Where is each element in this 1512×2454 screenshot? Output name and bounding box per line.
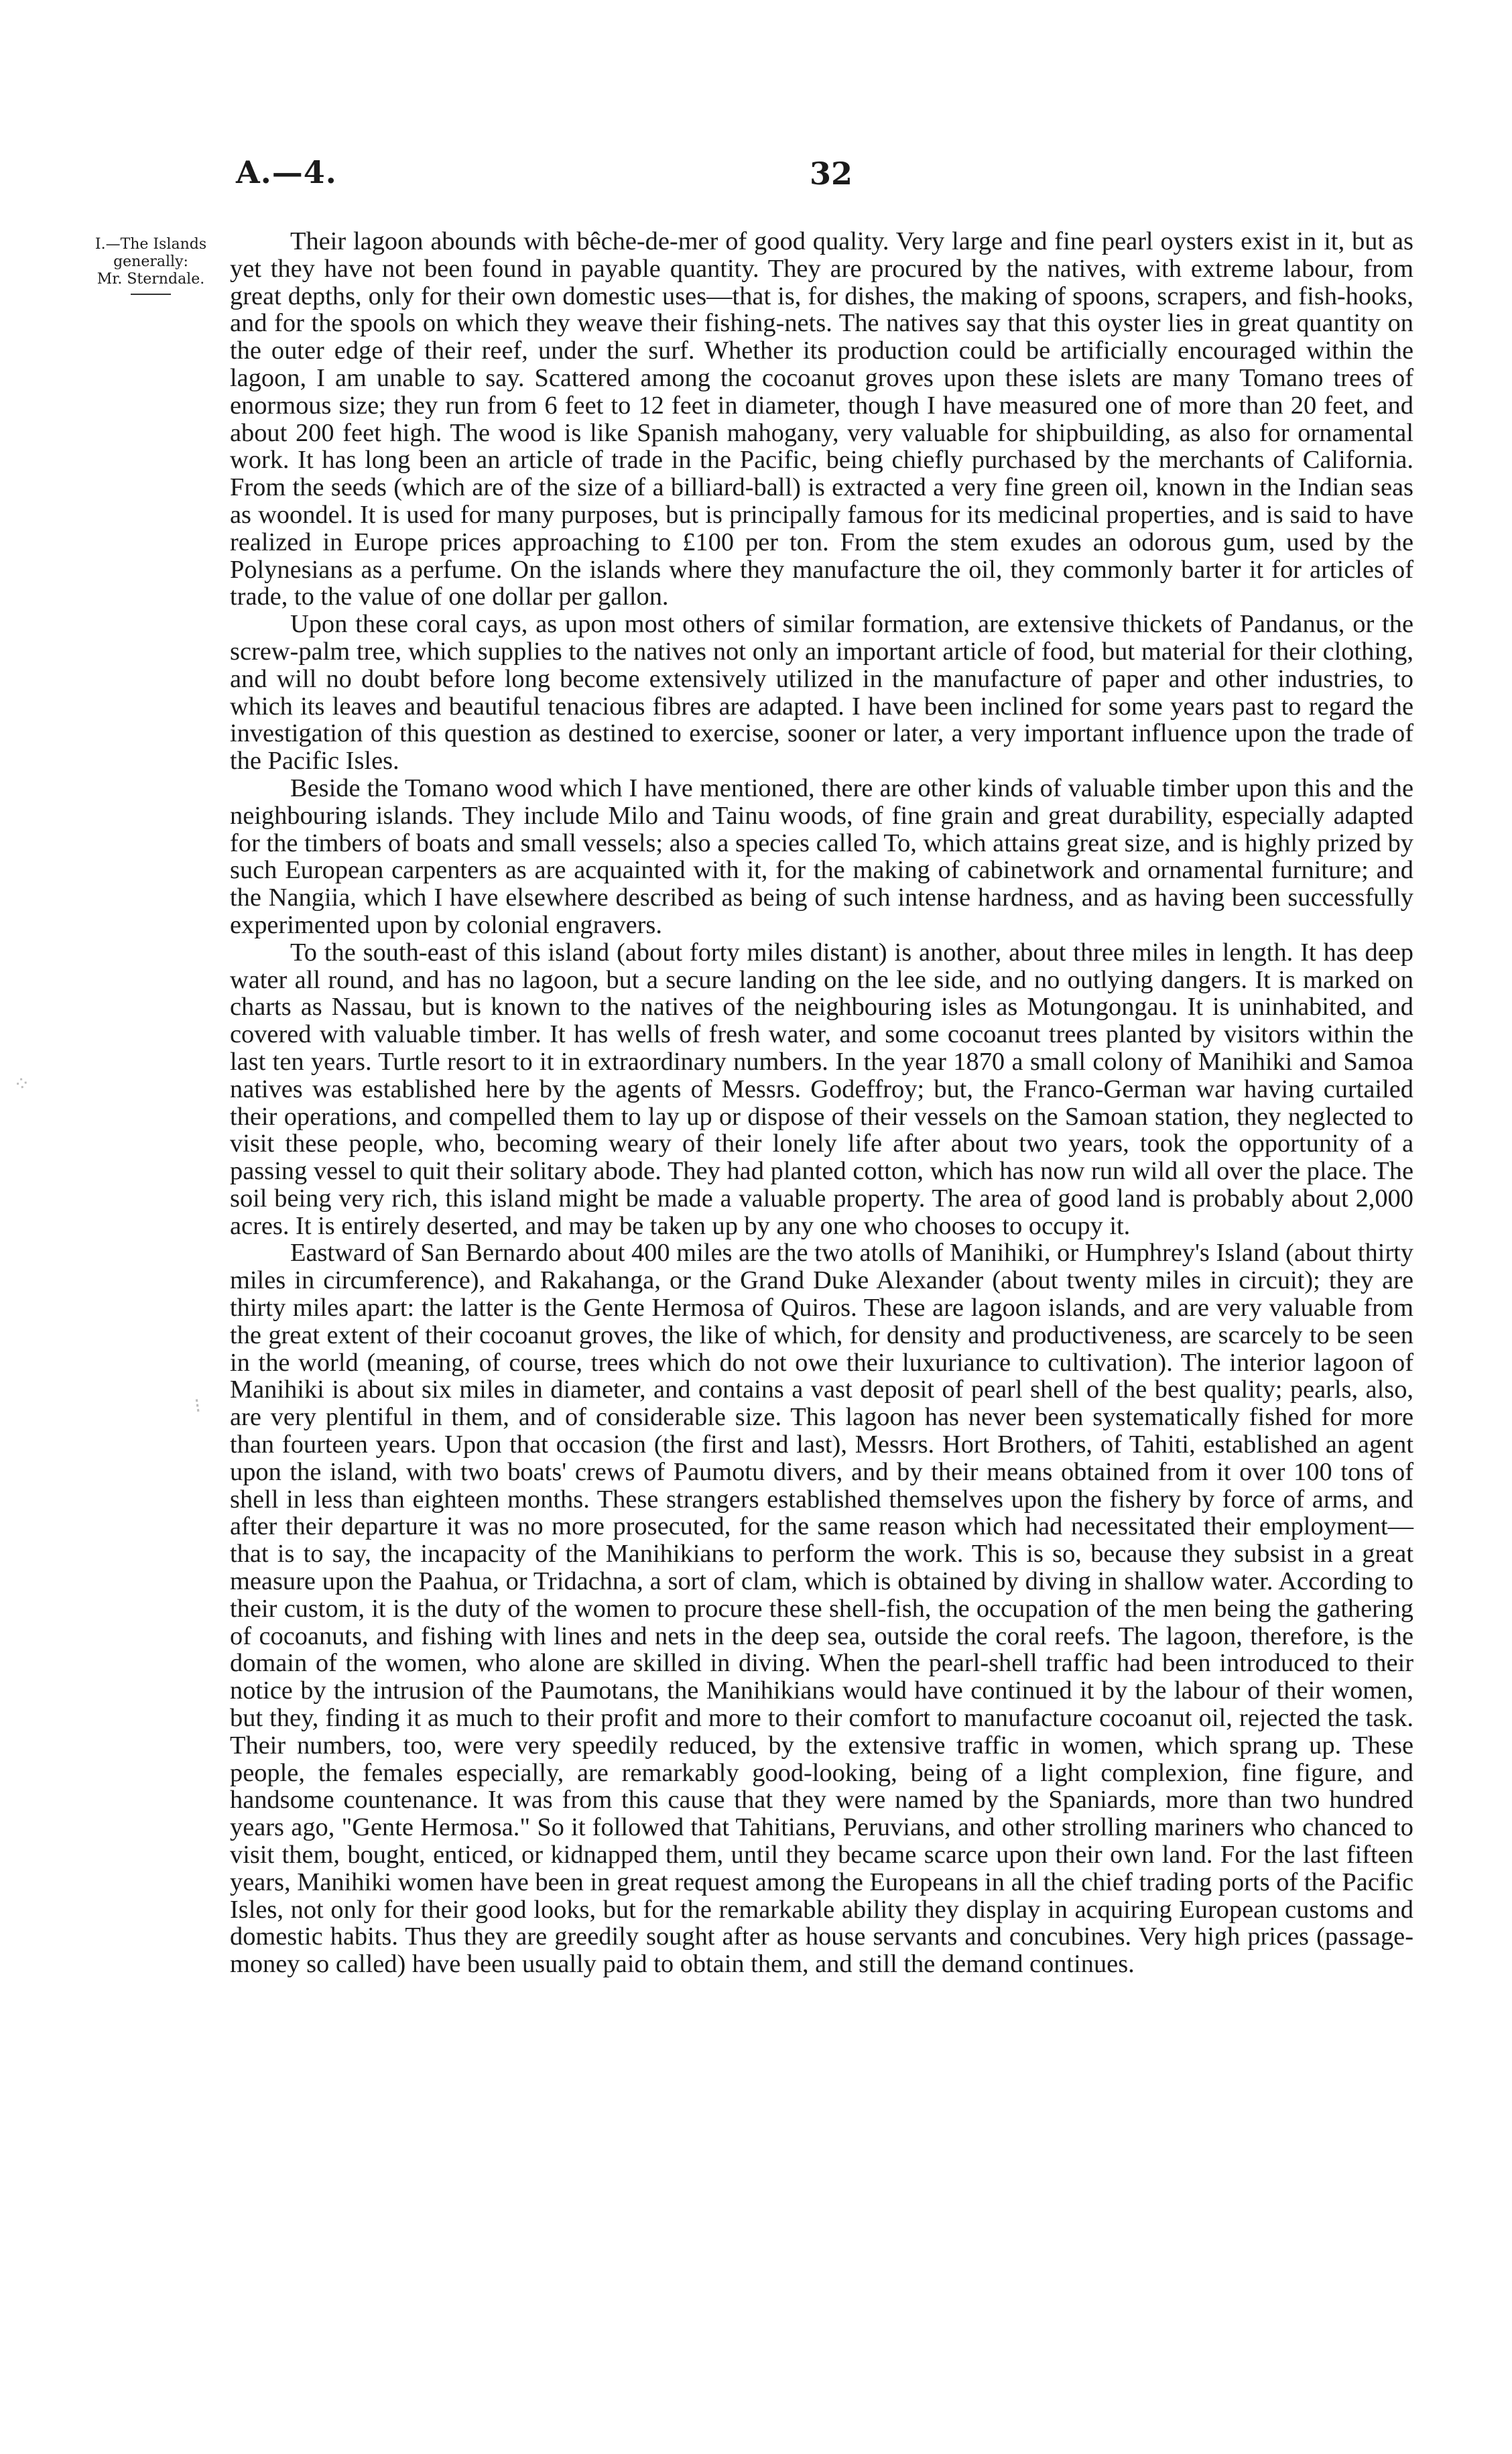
margin-note-line: I.—The Islands <box>94 236 207 253</box>
body-text <box>230 228 1413 1978</box>
margin-note <box>74 236 228 295</box>
page-number: 32 <box>810 156 853 192</box>
scan-blemish: ⁝ <box>192 1394 202 1418</box>
scan-blemish: ⁘ <box>11 1071 32 1097</box>
paragraph: Eastward of San Bernardo about 400 miles are the two atolls of Manihiki, or Humphrey's Island (about thirty miles in circumference), and Rakahanga, or the Grand Duke Alexander (about twenty miles in circuit); they are thirty miles apart: the latter is the Gente Hermosa of Quiros. These are lagoon islands, and are very valuable from the great extent of their cocoanut groves, the like of which, for density and productiveness, are scarcely to be seen in the world (meaning, of course, trees which do not owe their luxuriance to cultivation). The interior lagoon of Manihiki is about six miles in diameter, and contains a vast deposit of pearl shell of the best quality; pearls, also, are very plentiful in them, and of considerable size. This lagoon has never been systematically fished for more than fourteen years. Upon that occasion (the first and last), Messrs. Hort Brothers, of Tahiti, established an agent upon the island, with two boats' crews of Paumotu divers, and by their means obtained from it over 100 tons of shell in less than eighteen months. These strangers established themselves upon the fishery by force of arms, and after their departure it was no more prosecuted, for the same reason which had necessitated their employment—that is to say, the incapacity of the Manihikians to perform the work. This is so, because they subsist in a great measure upon the Paahua, or Tridachna, a sort of clam, which is obtained by diving in shallow water. According to their custom, it is the duty of the women to procure these shell-fish, the occupation of the men being the gathering of cocoanuts, and fishing with lines and nets in the deep sea, outside the coral reefs. The lagoon, therefore, is the domain of the women, who alone are skilled in diving. When the pearl-shell traffic had been introduced to their notice by the intrusion of the Paumotans, the Manihikians would have continued it by the labour of their women, but they, finding it as much to their profit and more to their comfort to manufacture cocoanut oil, rejected the task. Their numbers, too, were very speedily reduced, by the extensive traffic in women, which sprang up. These people, the females especially, are remarkably good-looking, being of a light complexion, fine figure, and handsome countenance. It was from this cause that they were named by the Spaniards, more than two hundred years ago, "Gente Hermosa." So it followed that Tahitians, Peruvians, and other strolling mariners who chanced to visit them, bought, enticed, or kidnapped them, until they became scarce upon their own land. For the last fifteen years, Manihiki women have been in great request among the Europeans in all the chief trading ports of the Pacific Isles, not only for their good looks, but for the remarkable ability they display in acquiring European customs and domestic habits. Thus they are greedily sought after as house servants and concubines. Very high prices (passage-money so called) have been usually paid to obtain them, and still the demand continues. <box>230 1239 1413 1979</box>
paragraph: Their lagoon abounds with bêche-de-mer of good quality. Very large and fine pearl oysters exist in it, but as yet they have not been found in payable quantity. They are procured by the natives, with extreme labour, from great depths, only for their own domestic uses—that is, for dishes, the making of spoons, scrapers, and fish-hooks, and for the spools on which they weave their fishing-nets. The natives say that this oyster lies in great quantity on the outer edge of their reef, under the surf. Whether its production could be artificially encouraged within the lagoon, I am unable to say. Scattered among the cocoanut groves upon these islets are many Tomano trees of enormous size; they run from 6 feet to 12 feet in diameter, though I have measured one of more than 20 feet, and about 200 feet high. The wood is like Spanish mahogany, very valuable for shipbuilding, as also for ornamental work. It has long been an article of trade in the Pacific, being chiefly purchased by the merchants of California. From the seeds (which are of the size of a billiard-ball) is extracted a very fine green oil, known in the Indian seas as woondel. It is used for many purposes, but is principally famous for its medicinal properties, and is said to have realized in Europe prices approaching to £100 per ton. From the stem exudes an odorous gum, used by the Polynesians as a perfume. On the islands where they manufacture the oil, they commonly barter it for articles of trade, to the value of one dollar per gallon. <box>230 227 1413 611</box>
paragraph: Upon these coral cays, as upon most others of similar formation, are extensive thickets of Pandanus, or the screw-palm tree, which supplies to the natives not only an important article of food, but material for their clothing, and will no doubt before long become extensively utilized in the manufacture of paper and other industries, to which its leaves and beautiful tenacious fibres are adapted. I have been inclined for some years past to regard the investigation of this question as destined to exercise, sooner or later, a very important influence upon the trade of the Pacific Isles. <box>230 610 1413 776</box>
document-reference: A.—4. <box>236 154 337 190</box>
paragraph: To the south-east of this island (about forty miles distant) is another, about three miles in length. It has deep water all round, and has no lagoon, but a secure landing on the lee side, and no outlying dangers. It is marked on charts as Nassau, but is known to the natives of the neighbouring isles as Motungongau. It is uninhabited, and covered with valuable timber. It has wells of fresh water, and some cocoanut trees planted by visitors within the last ten years. Turtle resort to it in extraordinary numbers. In the year 1870 a small colony of Manihiki and Samoa natives was established here by the agents of Messrs. Godeffroy; but, the Franco-German war having curtailed their operations, and compelled them to lay up or dispose of their vessels on the Samoan station, they neglected to visit these people, who, becoming weary of their lonely life after about two years, took the opportunity of a passing vessel to quit their solitary abode. They had planted cotton, which has now run wild all over the place. The soil being very rich, this island might be made a valuable property. The area of good land is probably about 2,000 acres. It is entirely deserted, and may be taken up by any one who chooses to occupy it. <box>230 938 1413 1240</box>
margin-note-line: generally: <box>113 253 188 270</box>
margin-note-line: Mr. Sterndale. <box>97 271 205 288</box>
margin-note-rule <box>131 294 171 295</box>
paragraph: Beside the Tomano wood which I have mentioned, there are other kinds of valuable timber upon this and the neighbouring islands. They include Milo and Tainu woods, of fine grain and great durability, especially adapted for the timbers of boats and small vessels; also a species called To, which attains great size, and is highly prized by such European carpenters as are acquainted with it, for the making of cabinetwork and ornamental furniture; and the Nangiia, which I have elsewhere described as being of such intense hardness, and as having been successfully experimented upon by colonial engravers. <box>230 774 1413 939</box>
